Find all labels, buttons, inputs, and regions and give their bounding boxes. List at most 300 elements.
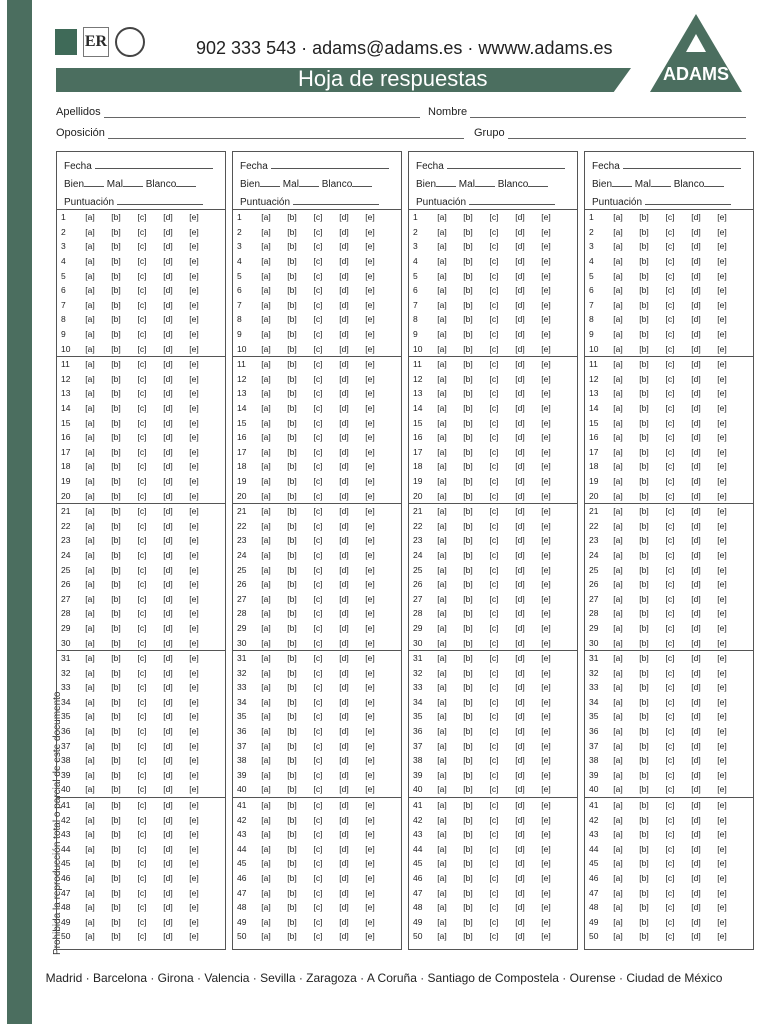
answer-option[interactable]: [b] bbox=[639, 755, 649, 766]
answer-option[interactable]: [a] bbox=[613, 403, 623, 414]
answer-option[interactable]: [e] bbox=[365, 696, 375, 707]
answer-option[interactable]: [a] bbox=[613, 373, 623, 384]
answer-option[interactable]: [c] bbox=[489, 916, 499, 927]
answer-option[interactable]: [d] bbox=[515, 299, 525, 310]
answer-option[interactable]: [c] bbox=[665, 622, 675, 633]
answer-option[interactable]: [c] bbox=[665, 916, 675, 927]
answer-option[interactable]: [d] bbox=[339, 564, 349, 575]
answer-option[interactable]: [a] bbox=[613, 212, 623, 223]
answer-option[interactable]: [a] bbox=[85, 241, 95, 252]
score-counts[interactable] bbox=[240, 178, 372, 190]
answer-option[interactable]: [a] bbox=[437, 814, 447, 825]
answer-option[interactable]: [e] bbox=[365, 417, 375, 428]
answer-option[interactable]: [e] bbox=[189, 579, 199, 590]
answer-option[interactable]: [c] bbox=[313, 417, 323, 428]
answer-option[interactable]: [b] bbox=[463, 814, 473, 825]
answer-option[interactable]: [c] bbox=[489, 226, 499, 237]
answer-option[interactable]: [d] bbox=[515, 800, 525, 811]
answer-option[interactable]: [b] bbox=[639, 506, 649, 517]
answer-option[interactable]: [e] bbox=[717, 902, 727, 913]
answer-option[interactable]: [b] bbox=[111, 564, 121, 575]
answer-option[interactable]: [d] bbox=[339, 769, 349, 780]
answer-option[interactable]: [d] bbox=[515, 212, 525, 223]
answer-option[interactable]: [a] bbox=[613, 329, 623, 340]
answer-option[interactable]: [b] bbox=[463, 873, 473, 884]
answer-option[interactable]: [a] bbox=[613, 726, 623, 737]
answer-option[interactable]: [d] bbox=[163, 506, 173, 517]
answer-option[interactable]: [a] bbox=[613, 858, 623, 869]
answer-option[interactable]: [a] bbox=[85, 490, 95, 501]
answer-option[interactable]: [c] bbox=[313, 329, 323, 340]
answer-option[interactable]: [a] bbox=[261, 432, 271, 443]
answer-option[interactable]: [e] bbox=[365, 490, 375, 501]
answer-option[interactable]: [e] bbox=[189, 359, 199, 370]
answer-option[interactable]: [b] bbox=[287, 653, 297, 664]
answer-option[interactable]: [c] bbox=[313, 549, 323, 560]
answer-option[interactable]: [d] bbox=[163, 800, 173, 811]
answer-option[interactable]: [b] bbox=[287, 314, 297, 325]
answer-option[interactable]: [a] bbox=[85, 314, 95, 325]
answer-option[interactable]: [b] bbox=[463, 858, 473, 869]
answer-option[interactable]: [b] bbox=[111, 667, 121, 678]
answer-option[interactable]: [a] bbox=[613, 446, 623, 457]
answer-option[interactable]: [c] bbox=[665, 740, 675, 751]
answer-option[interactable]: [b] bbox=[111, 682, 121, 693]
answer-option[interactable]: [c] bbox=[489, 858, 499, 869]
answer-option[interactable]: [b] bbox=[287, 858, 297, 869]
answer-option[interactable]: [d] bbox=[515, 359, 525, 370]
answer-option[interactable]: [c] bbox=[489, 461, 499, 472]
answer-option[interactable]: [c] bbox=[489, 579, 499, 590]
answer-option[interactable]: [a] bbox=[437, 475, 447, 486]
answer-option[interactable]: [b] bbox=[639, 931, 649, 942]
answer-option[interactable]: [a] bbox=[85, 902, 95, 913]
answer-option[interactable]: [c] bbox=[137, 314, 147, 325]
answer-option[interactable]: [b] bbox=[287, 622, 297, 633]
answer-option[interactable]: [d] bbox=[691, 270, 701, 281]
answer-option[interactable]: [a] bbox=[613, 535, 623, 546]
answer-option[interactable]: [d] bbox=[691, 432, 701, 443]
answer-option[interactable]: [a] bbox=[261, 490, 271, 501]
answer-option[interactable]: [e] bbox=[189, 843, 199, 854]
answer-option[interactable]: [a] bbox=[437, 682, 447, 693]
answer-option[interactable]: [a] bbox=[437, 740, 447, 751]
answer-option[interactable]: [d] bbox=[163, 873, 173, 884]
answer-option[interactable]: [b] bbox=[463, 622, 473, 633]
answer-option[interactable]: [d] bbox=[163, 535, 173, 546]
answer-option[interactable]: [d] bbox=[691, 858, 701, 869]
answer-option[interactable]: [a] bbox=[613, 388, 623, 399]
answer-option[interactable]: [a] bbox=[261, 931, 271, 942]
answer-option[interactable]: [c] bbox=[665, 490, 675, 501]
answer-option[interactable]: [a] bbox=[85, 637, 95, 648]
answer-option[interactable]: [d] bbox=[515, 637, 525, 648]
answer-option[interactable]: [d] bbox=[515, 475, 525, 486]
answer-option[interactable]: [e] bbox=[189, 814, 199, 825]
answer-option[interactable]: [e] bbox=[717, 417, 727, 428]
answer-option[interactable]: [d] bbox=[691, 475, 701, 486]
answer-option[interactable]: [d] bbox=[691, 520, 701, 531]
answer-option[interactable]: [a] bbox=[437, 637, 447, 648]
answer-option[interactable]: [a] bbox=[85, 622, 95, 633]
answer-option[interactable]: [c] bbox=[137, 506, 147, 517]
answer-option[interactable]: [b] bbox=[287, 608, 297, 619]
answer-option[interactable]: [d] bbox=[691, 740, 701, 751]
answer-option[interactable]: [d] bbox=[515, 769, 525, 780]
answer-option[interactable]: [c] bbox=[665, 403, 675, 414]
answer-option[interactable]: [b] bbox=[111, 740, 121, 751]
answer-option[interactable]: [d] bbox=[339, 800, 349, 811]
answer-option[interactable]: [b] bbox=[639, 299, 649, 310]
answer-option[interactable]: [e] bbox=[365, 711, 375, 722]
answer-option[interactable]: [d] bbox=[163, 343, 173, 354]
answer-option[interactable]: [e] bbox=[365, 359, 375, 370]
answer-option[interactable]: [c] bbox=[665, 800, 675, 811]
answer-option[interactable]: [d] bbox=[515, 755, 525, 766]
answer-option[interactable]: [c] bbox=[137, 622, 147, 633]
answer-option[interactable]: [d] bbox=[163, 579, 173, 590]
answer-option[interactable]: [c] bbox=[137, 769, 147, 780]
answer-option[interactable]: [e] bbox=[717, 667, 727, 678]
answer-option[interactable]: [e] bbox=[717, 608, 727, 619]
answer-option[interactable]: [a] bbox=[261, 212, 271, 223]
answer-option[interactable]: [d] bbox=[339, 520, 349, 531]
answer-option[interactable]: [d] bbox=[515, 711, 525, 722]
answer-option[interactable]: [a] bbox=[261, 696, 271, 707]
answer-option[interactable]: [b] bbox=[111, 446, 121, 457]
answer-option[interactable]: [d] bbox=[691, 726, 701, 737]
answer-option[interactable]: [d] bbox=[163, 931, 173, 942]
answer-option[interactable]: [a] bbox=[437, 212, 447, 223]
answer-option[interactable]: [c] bbox=[489, 637, 499, 648]
answer-option[interactable]: [a] bbox=[261, 887, 271, 898]
answer-option[interactable]: [d] bbox=[163, 769, 173, 780]
answer-option[interactable]: [d] bbox=[339, 212, 349, 223]
answer-option[interactable]: [e] bbox=[365, 564, 375, 575]
answer-option[interactable]: [a] bbox=[437, 696, 447, 707]
answer-option[interactable]: [b] bbox=[287, 887, 297, 898]
answer-option[interactable]: [b] bbox=[111, 299, 121, 310]
answer-option[interactable]: [c] bbox=[137, 388, 147, 399]
answer-option[interactable]: [d] bbox=[515, 608, 525, 619]
answer-option[interactable]: [a] bbox=[437, 887, 447, 898]
answer-option[interactable]: [c] bbox=[137, 579, 147, 590]
answer-option[interactable]: [b] bbox=[639, 916, 649, 927]
answer-option[interactable]: [d] bbox=[163, 520, 173, 531]
answer-option[interactable]: [c] bbox=[665, 769, 675, 780]
answer-option[interactable]: [a] bbox=[437, 446, 447, 457]
answer-option[interactable]: [c] bbox=[313, 432, 323, 443]
answer-option[interactable]: [e] bbox=[717, 506, 727, 517]
answer-option[interactable]: [b] bbox=[639, 622, 649, 633]
answer-option[interactable]: [b] bbox=[111, 755, 121, 766]
answer-option[interactable]: [a] bbox=[437, 711, 447, 722]
answer-option[interactable]: [c] bbox=[137, 461, 147, 472]
answer-option[interactable]: [b] bbox=[287, 711, 297, 722]
answer-option[interactable]: [e] bbox=[717, 520, 727, 531]
answer-option[interactable]: [a] bbox=[261, 226, 271, 237]
answer-option[interactable]: [e] bbox=[189, 256, 199, 267]
answer-option[interactable]: [c] bbox=[489, 622, 499, 633]
answer-option[interactable]: [c] bbox=[489, 256, 499, 267]
answer-option[interactable]: [e] bbox=[365, 755, 375, 766]
answer-option[interactable]: [b] bbox=[287, 373, 297, 384]
answer-option[interactable]: [e] bbox=[189, 241, 199, 252]
answer-option[interactable]: [d] bbox=[339, 241, 349, 252]
answer-option[interactable]: [c] bbox=[665, 461, 675, 472]
answer-option[interactable]: [d] bbox=[163, 549, 173, 560]
answer-option[interactable]: [e] bbox=[717, 212, 727, 223]
answer-option[interactable]: [b] bbox=[639, 285, 649, 296]
answer-option[interactable]: [d] bbox=[515, 653, 525, 664]
answer-option[interactable]: [a] bbox=[85, 653, 95, 664]
answer-option[interactable]: [b] bbox=[287, 579, 297, 590]
answer-option[interactable]: [a] bbox=[85, 711, 95, 722]
answer-option[interactable]: [e] bbox=[717, 256, 727, 267]
answer-option[interactable]: [a] bbox=[613, 490, 623, 501]
answer-option[interactable]: [c] bbox=[313, 593, 323, 604]
answer-option[interactable]: [d] bbox=[691, 226, 701, 237]
answer-option[interactable]: [c] bbox=[137, 226, 147, 237]
answer-option[interactable]: [c] bbox=[665, 667, 675, 678]
answer-option[interactable]: [d] bbox=[339, 373, 349, 384]
answer-option[interactable]: [b] bbox=[463, 329, 473, 340]
answer-option[interactable]: [b] bbox=[111, 475, 121, 486]
answer-option[interactable]: [e] bbox=[365, 740, 375, 751]
answer-option[interactable]: [d] bbox=[515, 270, 525, 281]
answer-option[interactable]: [b] bbox=[639, 388, 649, 399]
answer-option[interactable]: [b] bbox=[287, 784, 297, 795]
answer-option[interactable]: [b] bbox=[287, 506, 297, 517]
answer-option[interactable]: [c] bbox=[137, 711, 147, 722]
answer-option[interactable]: [a] bbox=[261, 373, 271, 384]
answer-option[interactable]: [a] bbox=[437, 506, 447, 517]
answer-option[interactable]: [e] bbox=[541, 740, 551, 751]
answer-option[interactable]: [a] bbox=[437, 535, 447, 546]
answer-option[interactable]: [c] bbox=[489, 784, 499, 795]
answer-option[interactable]: [a] bbox=[613, 653, 623, 664]
answer-option[interactable]: [c] bbox=[313, 343, 323, 354]
answer-option[interactable]: [d] bbox=[339, 359, 349, 370]
answer-option[interactable]: [c] bbox=[665, 373, 675, 384]
answer-option[interactable]: [b] bbox=[639, 814, 649, 825]
answer-option[interactable]: [e] bbox=[189, 931, 199, 942]
answer-option[interactable]: [a] bbox=[613, 256, 623, 267]
answer-option[interactable]: [d] bbox=[515, 726, 525, 737]
answer-option[interactable]: [e] bbox=[189, 593, 199, 604]
answer-option[interactable]: [e] bbox=[717, 535, 727, 546]
answer-option[interactable]: [e] bbox=[365, 579, 375, 590]
answer-option[interactable]: [c] bbox=[137, 653, 147, 664]
answer-option[interactable]: [e] bbox=[541, 755, 551, 766]
answer-option[interactable]: [d] bbox=[163, 755, 173, 766]
answer-option[interactable]: [e] bbox=[541, 843, 551, 854]
answer-option[interactable]: [e] bbox=[541, 549, 551, 560]
answer-option[interactable]: [d] bbox=[339, 461, 349, 472]
answer-option[interactable]: [c] bbox=[489, 814, 499, 825]
answer-option[interactable]: [b] bbox=[111, 829, 121, 840]
answer-option[interactable]: [b] bbox=[111, 535, 121, 546]
answer-option[interactable]: [a] bbox=[613, 475, 623, 486]
answer-option[interactable]: [a] bbox=[85, 403, 95, 414]
answer-option[interactable]: [b] bbox=[639, 343, 649, 354]
answer-option[interactable]: [d] bbox=[339, 270, 349, 281]
answer-option[interactable]: [d] bbox=[339, 667, 349, 678]
answer-option[interactable]: [b] bbox=[463, 446, 473, 457]
answer-option[interactable]: [d] bbox=[691, 461, 701, 472]
answer-option[interactable]: [b] bbox=[111, 403, 121, 414]
answer-option[interactable]: [d] bbox=[163, 490, 173, 501]
answer-option[interactable]: [c] bbox=[489, 696, 499, 707]
answer-option[interactable]: [d] bbox=[515, 784, 525, 795]
answer-option[interactable]: [e] bbox=[189, 212, 199, 223]
answer-option[interactable]: [a] bbox=[261, 564, 271, 575]
answer-option[interactable]: [e] bbox=[189, 285, 199, 296]
answer-option[interactable]: [b] bbox=[111, 549, 121, 560]
answer-option[interactable]: [d] bbox=[691, 329, 701, 340]
answer-option[interactable]: [d] bbox=[691, 902, 701, 913]
answer-option[interactable]: [d] bbox=[339, 285, 349, 296]
answer-option[interactable]: [c] bbox=[489, 843, 499, 854]
answer-option[interactable]: [c] bbox=[313, 564, 323, 575]
answer-option[interactable]: [a] bbox=[437, 403, 447, 414]
answer-option[interactable]: [e] bbox=[189, 329, 199, 340]
answer-option[interactable]: [c] bbox=[313, 388, 323, 399]
answer-option[interactable]: [d] bbox=[515, 902, 525, 913]
answer-option[interactable]: [d] bbox=[339, 549, 349, 560]
answer-option[interactable]: [a] bbox=[85, 593, 95, 604]
answer-option[interactable]: [a] bbox=[613, 343, 623, 354]
answer-option[interactable]: [e] bbox=[365, 637, 375, 648]
answer-option[interactable]: [c] bbox=[489, 359, 499, 370]
answer-option[interactable]: [a] bbox=[85, 373, 95, 384]
answer-option[interactable]: [e] bbox=[717, 461, 727, 472]
answer-option[interactable]: [d] bbox=[515, 667, 525, 678]
answer-option[interactable]: [d] bbox=[691, 403, 701, 414]
answer-option[interactable]: [b] bbox=[287, 814, 297, 825]
answer-option[interactable]: [b] bbox=[639, 432, 649, 443]
answer-option[interactable]: [e] bbox=[189, 520, 199, 531]
answer-option[interactable]: [d] bbox=[339, 784, 349, 795]
answer-option[interactable]: [e] bbox=[541, 800, 551, 811]
answer-option[interactable]: [c] bbox=[665, 359, 675, 370]
answer-option[interactable]: [a] bbox=[437, 359, 447, 370]
answer-option[interactable]: [c] bbox=[665, 829, 675, 840]
answer-option[interactable]: [a] bbox=[437, 256, 447, 267]
answer-option[interactable]: [b] bbox=[639, 608, 649, 619]
answer-option[interactable]: [a] bbox=[85, 858, 95, 869]
answer-option[interactable]: [c] bbox=[665, 212, 675, 223]
answer-option[interactable]: [d] bbox=[515, 314, 525, 325]
answer-option[interactable]: [c] bbox=[489, 285, 499, 296]
answer-option[interactable]: [b] bbox=[111, 931, 121, 942]
answer-option[interactable]: [e] bbox=[189, 829, 199, 840]
answer-option[interactable]: [e] bbox=[717, 285, 727, 296]
answer-option[interactable]: [e] bbox=[717, 800, 727, 811]
answer-option[interactable]: [d] bbox=[163, 696, 173, 707]
answer-option[interactable]: [c] bbox=[137, 858, 147, 869]
answer-option[interactable]: [d] bbox=[515, 226, 525, 237]
answer-option[interactable]: [d] bbox=[691, 593, 701, 604]
answer-option[interactable]: [a] bbox=[437, 285, 447, 296]
answer-option[interactable]: [b] bbox=[111, 711, 121, 722]
answer-option[interactable]: [b] bbox=[639, 902, 649, 913]
answer-option[interactable]: [c] bbox=[313, 270, 323, 281]
answer-option[interactable]: [e] bbox=[189, 226, 199, 237]
answer-option[interactable]: [c] bbox=[313, 829, 323, 840]
answer-option[interactable]: [a] bbox=[261, 343, 271, 354]
answer-option[interactable]: [b] bbox=[639, 711, 649, 722]
answer-option[interactable]: [c] bbox=[137, 916, 147, 927]
answer-option[interactable]: [d] bbox=[163, 446, 173, 457]
answer-option[interactable]: [c] bbox=[665, 241, 675, 252]
answer-option[interactable]: [a] bbox=[85, 432, 95, 443]
answer-option[interactable]: [c] bbox=[313, 887, 323, 898]
answer-option[interactable]: [a] bbox=[85, 740, 95, 751]
answer-option[interactable]: [c] bbox=[313, 622, 323, 633]
answer-option[interactable]: [c] bbox=[665, 653, 675, 664]
answer-option[interactable]: [d] bbox=[515, 417, 525, 428]
answer-option[interactable]: [c] bbox=[489, 432, 499, 443]
answer-option[interactable]: [e] bbox=[189, 343, 199, 354]
answer-option[interactable]: [b] bbox=[639, 769, 649, 780]
answer-option[interactable]: [a] bbox=[437, 800, 447, 811]
answer-option[interactable]: [e] bbox=[189, 432, 199, 443]
answer-option[interactable]: [d] bbox=[515, 843, 525, 854]
answer-option[interactable]: [d] bbox=[163, 329, 173, 340]
answer-option[interactable]: [a] bbox=[261, 403, 271, 414]
answer-option[interactable]: [e] bbox=[189, 740, 199, 751]
answer-option[interactable]: [d] bbox=[515, 916, 525, 927]
answer-option[interactable]: [d] bbox=[515, 931, 525, 942]
answer-option[interactable]: [b] bbox=[287, 270, 297, 281]
answer-option[interactable]: [e] bbox=[717, 916, 727, 927]
answer-option[interactable]: [b] bbox=[639, 829, 649, 840]
answer-option[interactable]: [c] bbox=[489, 299, 499, 310]
answer-option[interactable]: [c] bbox=[313, 682, 323, 693]
answer-option[interactable]: [c] bbox=[489, 653, 499, 664]
answer-option[interactable]: [e] bbox=[365, 212, 375, 223]
answer-option[interactable]: [b] bbox=[639, 256, 649, 267]
answer-option[interactable]: [c] bbox=[665, 608, 675, 619]
answer-option[interactable]: [a] bbox=[437, 564, 447, 575]
answer-option[interactable]: [c] bbox=[665, 270, 675, 281]
answer-option[interactable]: [d] bbox=[515, 858, 525, 869]
answer-option[interactable]: [e] bbox=[541, 241, 551, 252]
answer-option[interactable]: [e] bbox=[365, 829, 375, 840]
answer-option[interactable]: [d] bbox=[691, 299, 701, 310]
answer-option[interactable]: [e] bbox=[365, 653, 375, 664]
answer-option[interactable]: [d] bbox=[163, 843, 173, 854]
answer-option[interactable]: [e] bbox=[541, 506, 551, 517]
score-counts[interactable] bbox=[64, 178, 196, 190]
answer-option[interactable]: [b] bbox=[463, 256, 473, 267]
answer-option[interactable]: [e] bbox=[189, 417, 199, 428]
answer-option[interactable]: [c] bbox=[313, 800, 323, 811]
answer-option[interactable]: [c] bbox=[137, 564, 147, 575]
answer-option[interactable]: [e] bbox=[189, 388, 199, 399]
answer-option[interactable]: [b] bbox=[287, 843, 297, 854]
puntuacion-field[interactable] bbox=[592, 196, 731, 208]
answer-option[interactable]: [d] bbox=[339, 711, 349, 722]
answer-option[interactable]: [c] bbox=[313, 475, 323, 486]
answer-option[interactable]: [e] bbox=[717, 314, 727, 325]
answer-option[interactable]: [b] bbox=[639, 461, 649, 472]
answer-option[interactable]: [a] bbox=[261, 916, 271, 927]
answer-option[interactable]: [c] bbox=[313, 726, 323, 737]
answer-option[interactable]: [d] bbox=[515, 579, 525, 590]
answer-option[interactable]: [c] bbox=[137, 902, 147, 913]
